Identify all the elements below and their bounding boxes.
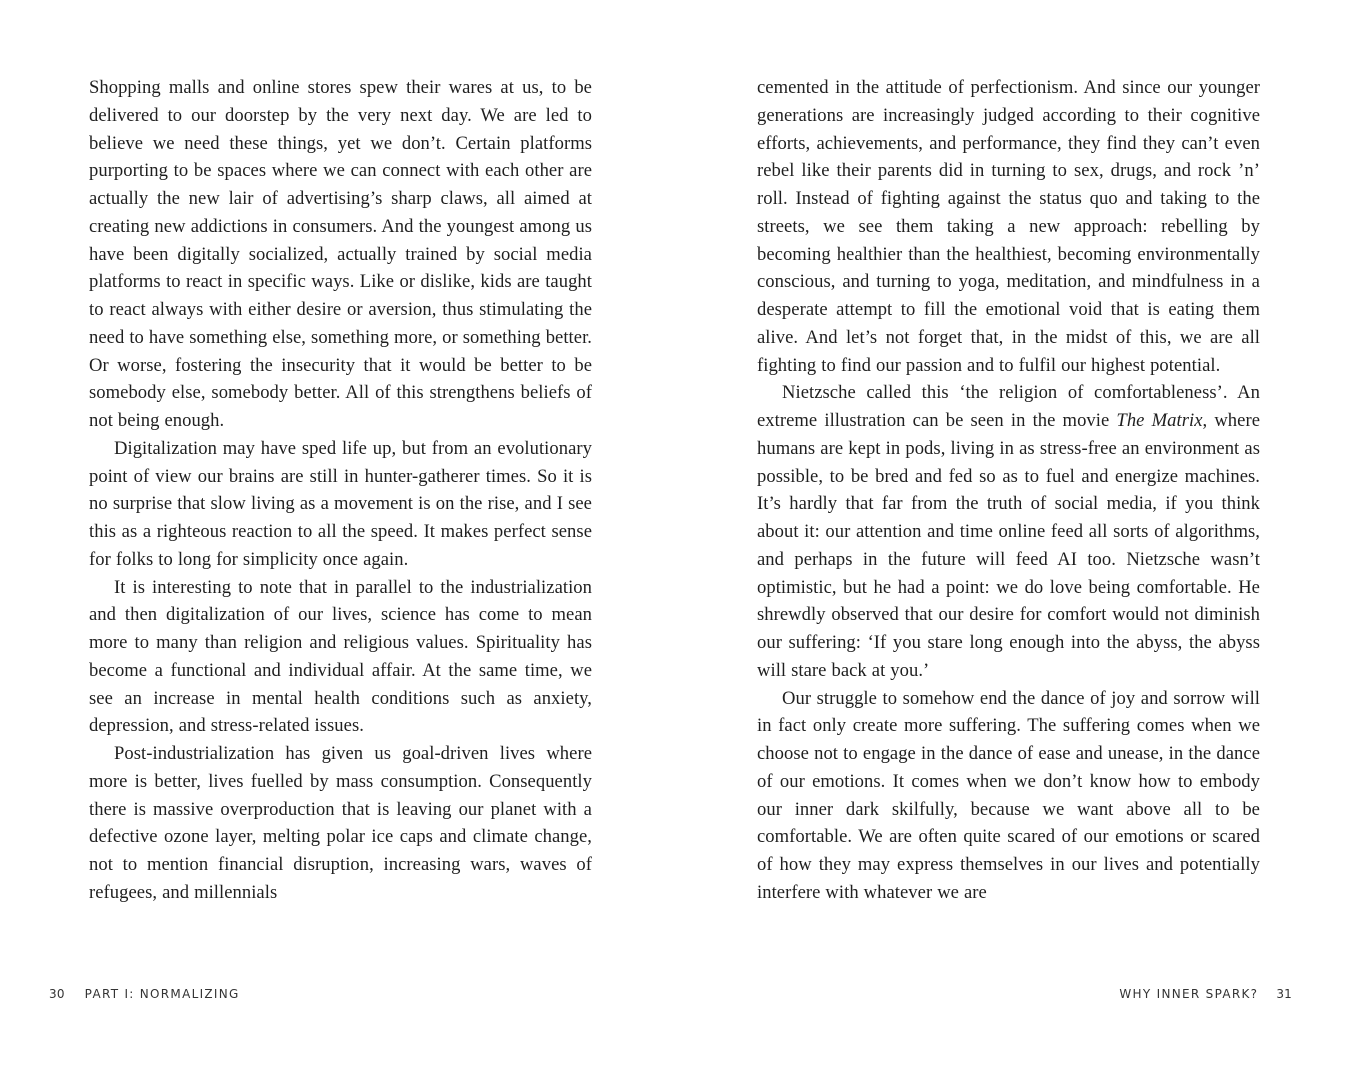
body-paragraph: Post-industrialization has given us goal-driven lives where more is better, lives fuelled by mass consumption. Consequently there is massive overproduction that is leaving our planet with a defective ozone layer, melting polar ice caps and climate change, not to mention financial disruption, increasing wars, waves of refugees, and millennials	[89, 743, 592, 903]
movie-title: The Matrix	[1116, 410, 1203, 431]
right-page	[674, 0, 1349, 1080]
body-paragraph: Digitalization may have sped life up, but from an evolutionary point of view our brains are still in hunter-gatherer times. So it is no surprise that slow living as a movement is on the rise, and I see this as a righteous reaction to all the speed. It makes perfect sense for folks to long for simplicity once again.	[89, 437, 592, 570]
right-page-body-text	[757, 74, 1260, 907]
body-paragraph	[757, 379, 1260, 684]
running-head: WHY INNER SPARK?	[1119, 987, 1259, 1001]
left-page-body-text	[89, 74, 592, 907]
body-text-run: , where humans are kept in pods, living in as stress-free an environment as possible, to be bred and fed so as to fuel and energize machines. It’s hardly that far from the truth of social media, if you think about it: our attention and time online feed all sorts of algorithms, and perhaps in the future will feed AI too. Nietzsche wasn’t optimistic, but he had a point: we do love being comfortable. He shrewdly observed that our desire for comfort would not diminish our suffering: ‘If you stare long enough into the abyss, the abyss will stare back at you.’	[757, 410, 1260, 681]
body-paragraph: Our struggle to somehow end the dance of joy and sorrow will in fact only create more suffering. The suffering comes when we choose not to engage in the dance of ease and unease, in the dance of our emotions. It comes when we don’t know how to embody our inner dark skilfully, because we want above all to be comfortable. We are often quite scared of our emotions or scared of how they may express themselves in our lives and potentially interfere with whatever we are	[757, 687, 1260, 903]
running-head: PART I: NORMALIZING	[84, 987, 240, 1001]
page-number: 31	[1276, 987, 1292, 1001]
right-page-footer	[1119, 987, 1292, 1001]
left-page-footer	[49, 987, 240, 1001]
left-page	[0, 0, 674, 1080]
page-number: 30	[49, 987, 65, 1001]
body-paragraph: It is interesting to note that in parallel to the industrialization and then digitalization of our lives, science has come to mean more to many than religion and religious values. Spirituality has become a functional and individual affair. At the same time, we see an increase in mental health conditions such as anxiety, depression, and stress-related issues.	[89, 576, 592, 737]
body-paragraph: Shopping malls and online stores spew their wares at us, to be delivered to our doorstep by the very next day. We are led to believe we need these things, yet we don’t. Certain platforms purporting to be spaces where we can connect with each other are actually the new lair of advertising’s sharp claws, all aimed at creating new addictions in consumers. And the youngest among us have been digitally socialized, actually trained by social media platforms to react in specific ways. Like or dislike, kids are taught to react always with either desire or aversion, thus stimulating the need to have something else, something more, or something better. Or worse, fostering the insecurity that it would be better to be somebody else, somebody better. All of this strengthens beliefs of not being enough.	[89, 77, 592, 431]
body-text-run: Nietzsche called this ‘the religion of comfortableness’. An extreme illustration can be seen in the movie	[757, 382, 1260, 431]
body-paragraph: cemented in the attitude of perfectionism. And since our younger generations are increasingly judged according to their cognitive efforts, achievements, and performance, they find they can’t even rebel like their parents did in turning to sex, drugs, and rock ’n’ roll. Instead of fighting against the status quo and taking to the streets, we see them taking a new approach: rebelling by becoming healthier than the healthiest, becoming environmentally conscious, and turning to yoga, meditation, and mindfulness in a desperate attempt to fill the emotional void that is eating them alive. And let’s not forget that, in the midst of this, we are all fighting to find our passion and to fulfil our highest potential.	[757, 77, 1260, 376]
